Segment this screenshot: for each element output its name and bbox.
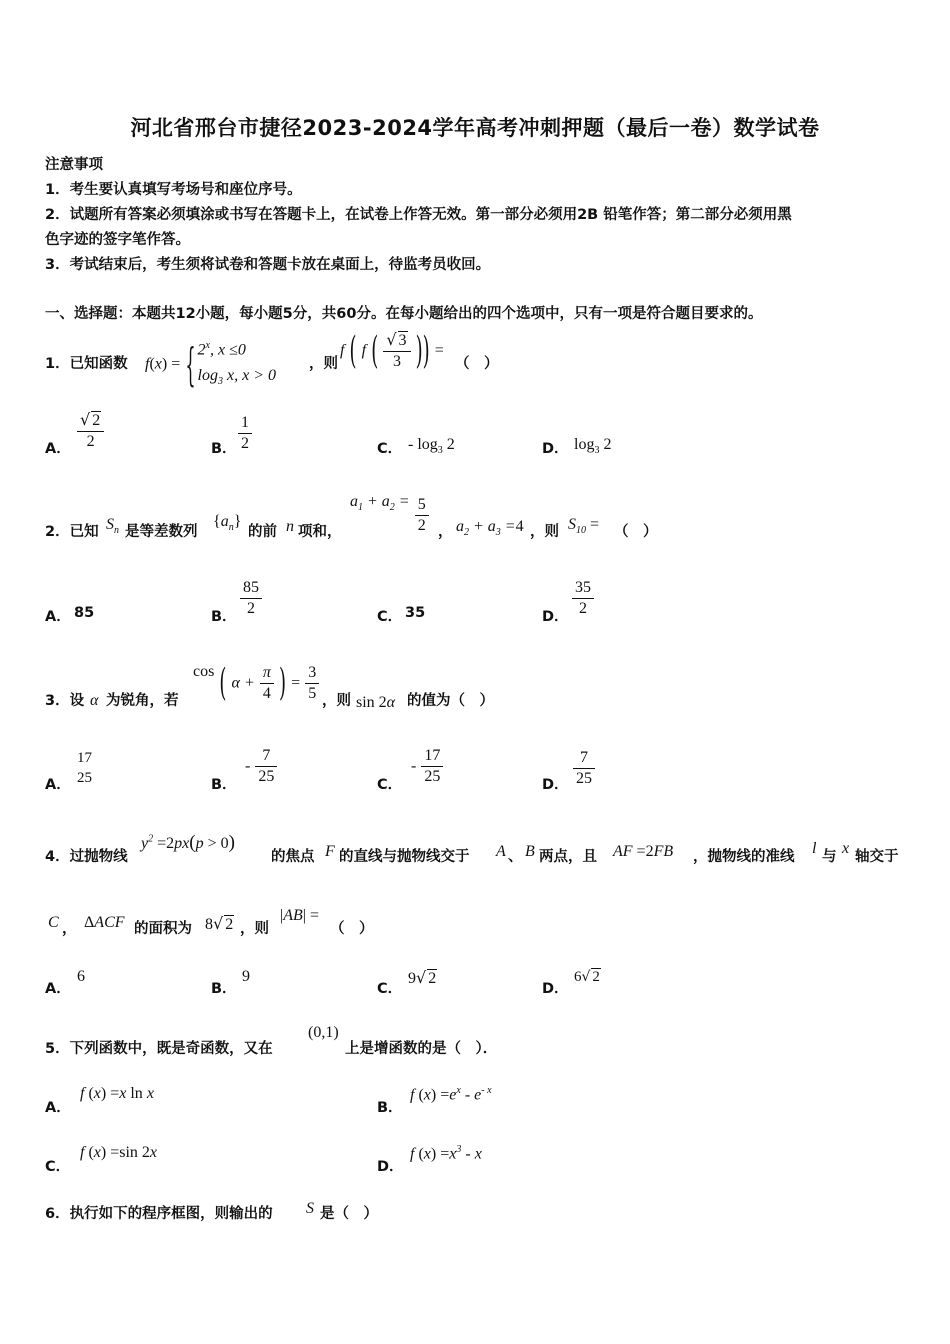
- notice-item-3: 3．考试结束后，考生须将试卷和答题卡放在桌面上，待监考员收回。: [45, 257, 491, 273]
- q4-s9: 的面积为: [134, 921, 192, 937]
- q4-a: A: [496, 843, 506, 860]
- q2-option-c-value: 35: [405, 605, 426, 621]
- q2-sn: $S_n$: [106, 516, 119, 537]
- q1-option-b-label: B．: [211, 441, 237, 457]
- q1-suffix: （ ）: [455, 356, 499, 372]
- notice-item-2-cont: 色字迹的签字笔作答。: [45, 232, 190, 248]
- q2-option-b-value: $\frac{85}{2}$: [240, 578, 262, 619]
- q1-mid: ，则: [309, 356, 338, 372]
- q3-option-c-label: C．: [377, 777, 403, 793]
- notice-item-1: 1．考生要认真填写考场号和座位序号。: [45, 182, 302, 198]
- q2-option-d-label: D．: [542, 609, 569, 625]
- q4-c: C: [48, 914, 59, 931]
- q5-option-b-value: f $(x) =e^x - e^{- x}$: [410, 1085, 492, 1104]
- q4-area: 8√ 2: [205, 914, 234, 933]
- q2-suffix: （ ）: [614, 524, 658, 540]
- q6-suffix: 是（ ）: [320, 1206, 378, 1222]
- q3-alpha: α: [90, 692, 99, 709]
- q5-option-a-label: A．: [45, 1100, 71, 1116]
- q3-option-d-value: $\frac{7}{25}$: [573, 748, 595, 789]
- q2-prefix: 2．已知: [45, 524, 99, 540]
- q4-triangle: ΔACF: [84, 914, 125, 931]
- q1-option-b-value: $\frac{1}{2}$: [238, 413, 252, 454]
- q3-option-b-label: B．: [211, 777, 237, 793]
- q1-option-a-label: A．: [45, 441, 71, 457]
- q4-x: x: [842, 840, 850, 857]
- q4-s5: ，抛物线的准线: [693, 849, 795, 865]
- q5-option-a-value: f (x) =x ln x: [80, 1085, 154, 1102]
- q2-s4: ，则: [530, 524, 559, 540]
- q4-suffix: （ ）: [330, 921, 374, 937]
- q3-condition: cos ( α + $\frac{\pi}{4}$ ) = $\frac{3}{5}$: [193, 663, 319, 704]
- q4-option-c-label: C．: [377, 981, 403, 997]
- q4-ab: |AB| =: [280, 907, 319, 924]
- q2-option-d-value: $\frac{35}{2}$: [572, 578, 594, 619]
- q3-sin2a: sin 2α: [356, 694, 396, 711]
- q4-s7: 轴交于: [855, 849, 899, 865]
- q3-option-c-value: - $\frac{17}{25}$: [411, 746, 443, 787]
- q4-option-c-value: 9√ 2: [408, 968, 437, 987]
- q4-option-d-label: D．: [542, 981, 569, 997]
- q1-option-d-value: $\log_3 2$: [574, 436, 612, 457]
- q2-condition-2: $a_2 + a_3 =4$: [456, 518, 524, 539]
- q4-s6: 与: [822, 849, 837, 865]
- q5-option-b-label: B．: [377, 1100, 403, 1116]
- q1-expression: f ( f ( $\frac{√ 3}{3}$ )) =: [340, 328, 444, 374]
- q1-option-c-label: C．: [377, 441, 403, 457]
- q2-option-a-value: 85: [74, 605, 95, 621]
- q3-s2: ，则: [322, 693, 351, 709]
- q2-option-c-label: C．: [377, 609, 403, 625]
- q5-option-c-value: f (x) =sin 2x: [80, 1144, 158, 1161]
- q3-s3: 的值为（ ）: [407, 693, 494, 709]
- q3-option-b-value: - $\frac{7}{25}$: [245, 746, 277, 787]
- q4-l: l: [812, 840, 817, 857]
- q4-s8: ，: [62, 921, 77, 937]
- q3-s1: 为锐角，若: [106, 693, 179, 709]
- q5-option-d-value: f $(x) =x^3 - x$: [410, 1144, 482, 1163]
- q4-af-2fb: AF =2FB: [613, 843, 674, 860]
- q2-n: n: [286, 518, 294, 535]
- q4-s2: 的直线与抛物线交于: [339, 849, 470, 865]
- q4-parabola: $y^2 =2px(p > 0)$: [141, 832, 235, 853]
- q3-option-d-label: D．: [542, 777, 569, 793]
- q5-interval: (0,1): [308, 1024, 339, 1041]
- q1-option-c-value: - $\log_3 2$: [408, 436, 455, 457]
- section-heading: 一、选择题：本题共12小题，每小题5分，共60分。在每小题给出的四个选项中，只有一项是符合题目要求的。: [45, 306, 763, 322]
- q2-s3: 项和，: [298, 524, 342, 540]
- notice-heading: 注意事项: [45, 157, 103, 173]
- q2-s1: 是等差数列: [125, 524, 198, 540]
- q5-suffix: 上是增函数的是（ ）．: [345, 1041, 498, 1057]
- q4-option-b-label: B．: [211, 981, 237, 997]
- q2-s10: $S_{10}$ =: [568, 516, 600, 537]
- page-title: 河北省邢台市捷径2023-2024学年高考冲刺押题（最后一卷）数学试卷: [130, 116, 820, 140]
- q2-comma: ，: [438, 524, 453, 540]
- q4-b: B: [525, 843, 535, 860]
- q3-prefix: 3．设: [45, 693, 85, 709]
- q6-prefix: 6．执行如下的程序框图，则输出的: [45, 1206, 273, 1222]
- q4-s1: 的焦点: [271, 849, 315, 865]
- q1-option-d-label: D．: [542, 441, 569, 457]
- q5-option-d-label: D．: [377, 1159, 404, 1175]
- notice-item-2: 2．试题所有答案必须填涂或书写在答题卡上，在试卷上作答无效。第一部分必须用2B 铅笔作答；第二部分必须用黑: [45, 207, 792, 223]
- q4-s4: 两点，且: [539, 849, 597, 865]
- q1-piecewise: f(x) = { 2$^x$, x ≤0 $\log_3 x$, x > 0: [145, 337, 276, 391]
- q2-s2: 的前: [248, 524, 277, 540]
- q4-option-b-value: 9: [242, 968, 250, 985]
- q1-prefix: 1．已知函数: [45, 356, 128, 372]
- q2-option-b-label: B．: [211, 609, 237, 625]
- q4-prefix: 4．过抛物线: [45, 849, 128, 865]
- q2-an: $\{a_n\}$: [213, 513, 242, 534]
- q4-option-a-label: A．: [45, 981, 71, 997]
- q4-s10: ，则: [240, 921, 269, 937]
- q1-option-a-value: $\frac{√ 2}{2}$: [77, 410, 104, 452]
- q2-condition-1: $a_1 + a_2$ = $\frac{5}{2}$: [350, 493, 429, 536]
- q3-option-a-value: 17 25: [77, 750, 92, 786]
- q2-option-a-label: A．: [45, 609, 71, 625]
- q4-option-a-value: 6: [77, 968, 85, 985]
- q3-option-a-label: A．: [45, 777, 71, 793]
- q4-s3: 、: [508, 849, 523, 865]
- q4-option-d-value: 6√ 2: [574, 969, 600, 985]
- q4-f: F: [325, 843, 335, 860]
- q6-var: S: [306, 1200, 314, 1217]
- q5-prefix: 5．下列函数中，既是奇函数，又在: [45, 1041, 273, 1057]
- q5-option-c-label: C．: [45, 1159, 71, 1175]
